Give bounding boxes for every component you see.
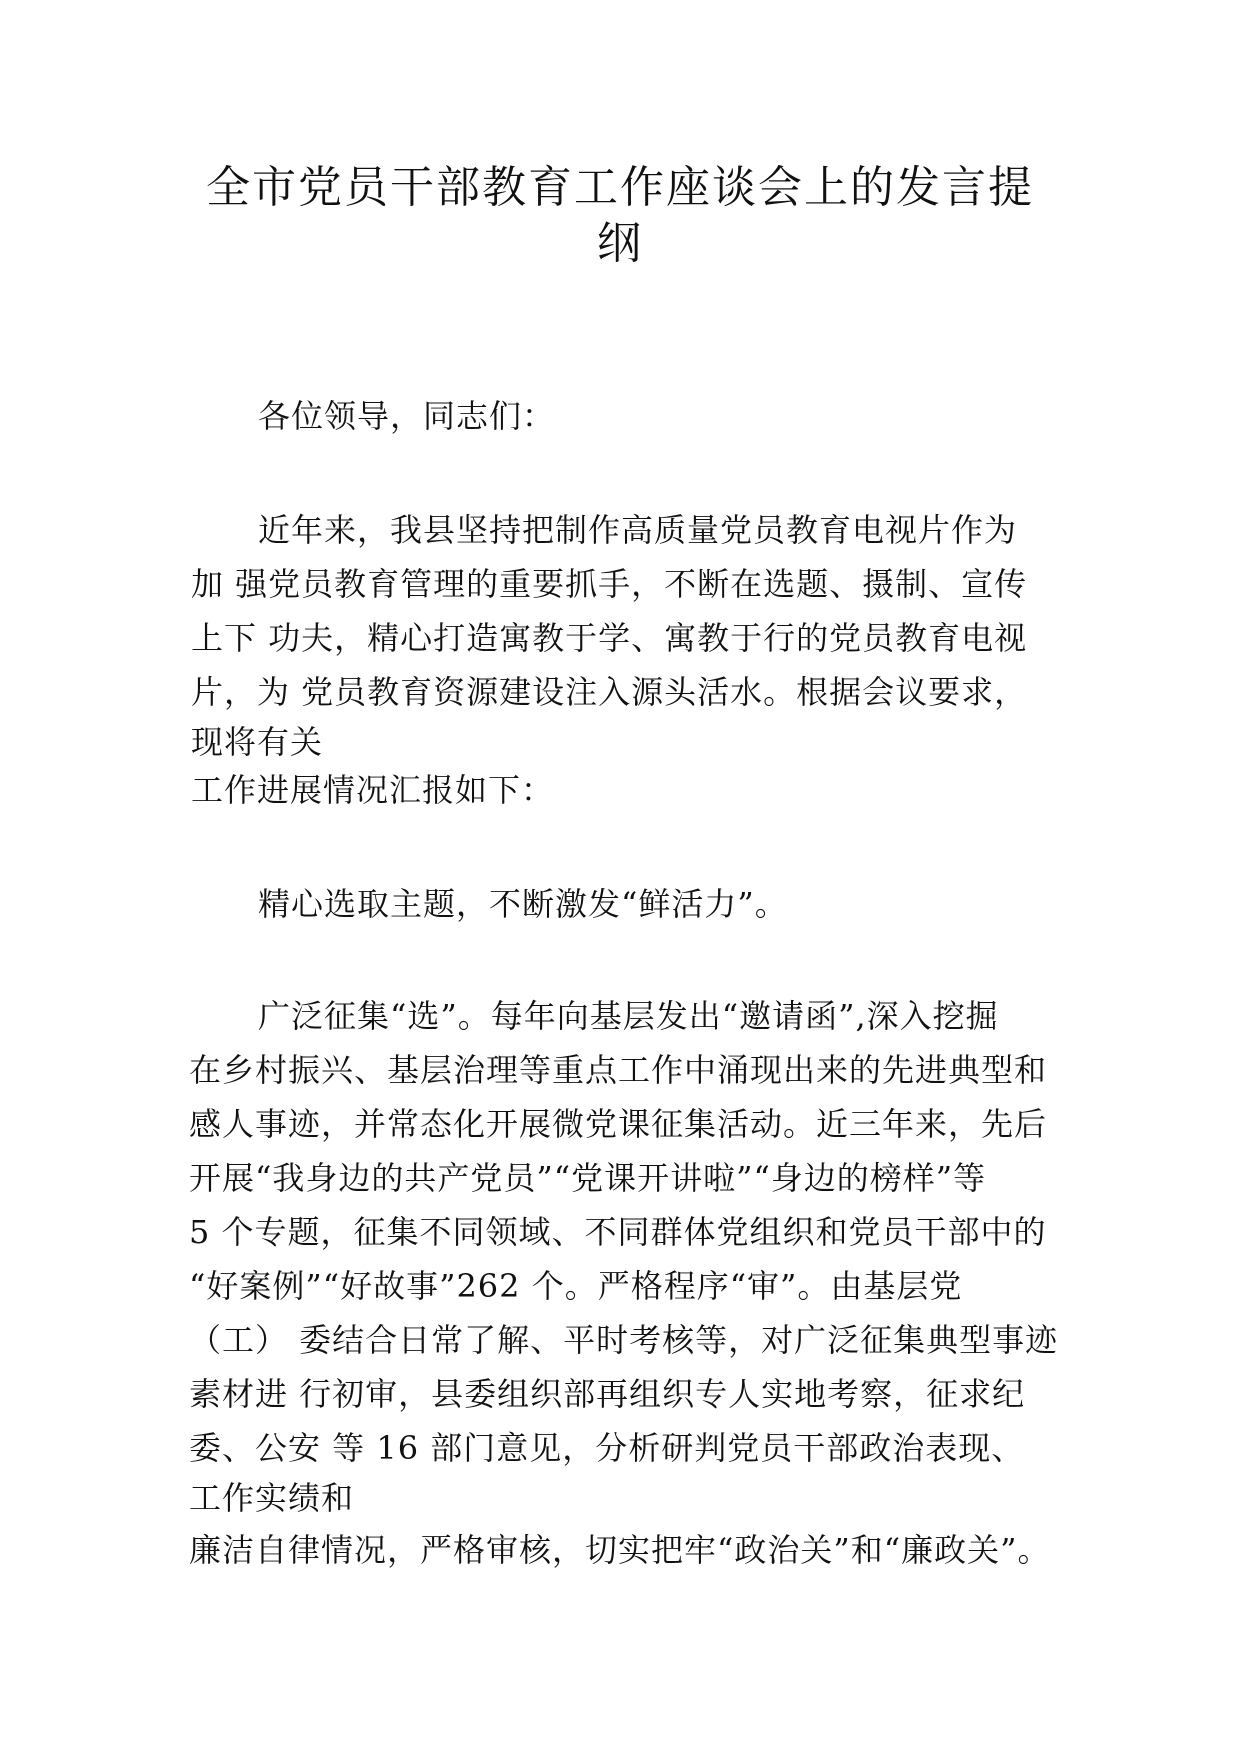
paragraph2-line: 开展“我身边的共产党员”“党课开讲啦”“身边的榜样”等	[189, 1159, 987, 1197]
paragraph2-line: 5 个专题，征集不同领域、不同群体党组织和党员干部中的	[189, 1213, 1047, 1251]
paragraph2-line: 在乡村振兴、基层治理等重点工作中涌现出来的先进典型和	[189, 1051, 1048, 1089]
document-title	[190, 160, 1050, 272]
paragraph2-line: 广泛征集“选”。每年向基层发出“邀请函”,深入挖掘	[258, 997, 999, 1035]
paragraph2-line: 感人事迹，并常态化开展微党课征集活动。近三年来，先后	[189, 1105, 1048, 1143]
paragraph1-line: 工作进展情况汇报如下：	[191, 771, 555, 809]
paragraph1-line: 加 强党员教育管理的重要抓手，不断在选题、摄制、宣传	[191, 565, 1028, 603]
paragraph1-line: 现将有关	[191, 723, 324, 761]
greeting: 各位领导，同志们：	[258, 397, 556, 435]
title-line-2: 纲	[597, 218, 643, 269]
paragraph1-line: 上下 功夫，精心打造寓教于学、寓教于行的党员教育电视	[191, 619, 1028, 657]
paragraph2-line: 工作实绩和	[189, 1479, 355, 1517]
title-line-1: 全市党员干部教育工作座谈会上的发言提	[206, 162, 1034, 213]
paragraph2-line: 素材进 行初审，县委组织部再组织专人实地考察，征求纪	[189, 1375, 1026, 1413]
paragraph2-line: （工） 委结合日常了解、平时考核等，对广泛征集典型事迹	[189, 1321, 1059, 1359]
paragraph2-line: 廉洁自律情况，严格审核，切实把牢“政治关”和“廉政关”。	[189, 1531, 1051, 1569]
section-heading: 精心选取主题，不断激发“鲜活力”。	[258, 885, 788, 923]
paragraph1-line: 近年来，我县坚持把制作高质量党员教育电视片作为	[258, 511, 1018, 549]
paragraph2-line: 委、公安 等 16 部门意见，分析研判党员干部政治表现、	[189, 1429, 1025, 1467]
paragraph1-line: 片，为 党员教育资源建设注入源头活水。根据会议要求，	[191, 673, 1028, 711]
paragraph2-line: “好案例”“好故事”262 个。严格程序“审”。由基层党	[189, 1267, 963, 1305]
